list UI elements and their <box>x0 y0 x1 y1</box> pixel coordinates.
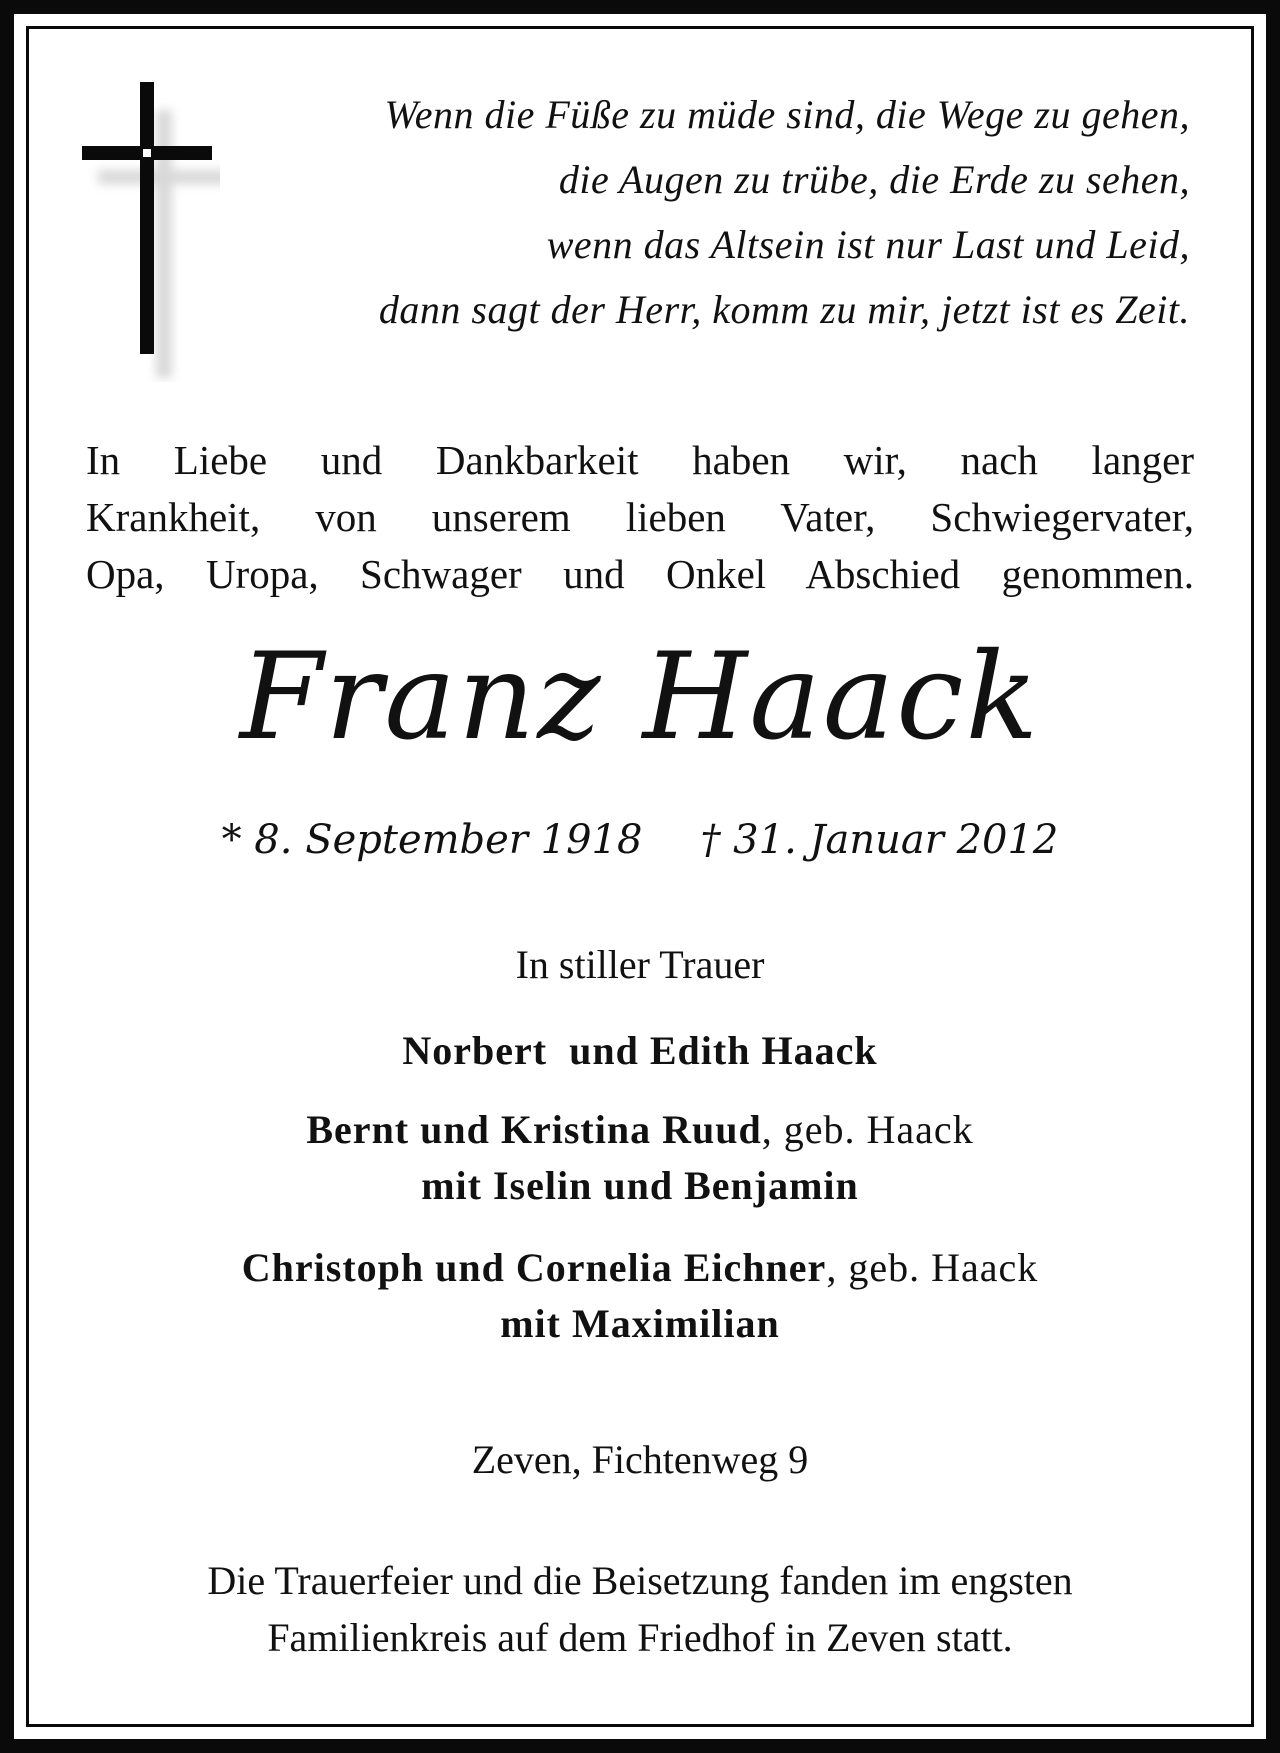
family-names: Bernt und Kristina Ruud <box>306 1107 762 1152</box>
family-names: Norbert und Edith Haack <box>402 1028 878 1073</box>
family-entry <box>0 1102 1280 1214</box>
poem-line: wenn das Altsein ist nur Last und Leid, <box>546 222 1190 267</box>
intro-line: In Liebe und Dankbarkeit haben wir, nach langer <box>86 437 1194 483</box>
family-names: Christoph und Cornelia Eichner <box>241 1245 827 1290</box>
life-dates <box>0 812 1280 868</box>
closing-line: Familienkreis auf dem Friedhof in Zeven statt. <box>267 1615 1013 1660</box>
poem-line: die Augen zu trübe, die Erde zu sehen, <box>558 157 1190 202</box>
intro-paragraph <box>86 432 1194 603</box>
closing-note <box>0 1552 1280 1666</box>
poem-line: Wenn die Füße zu müde sind, die Wege zu gehen, <box>384 92 1190 137</box>
mourning-line: In stiller Trauer <box>515 942 765 987</box>
intro-line: Opa, Uropa, Schwager und Onkel Abschied genommen. <box>86 551 1194 597</box>
family-entry <box>0 1023 1280 1079</box>
intro-line: Krankheit, von unserem lieben Vater, Schwiegervater, <box>86 494 1194 540</box>
cross-icon <box>80 82 220 382</box>
family-entry <box>0 1240 1280 1352</box>
closing-line: Die Trauerfeier und die Beisetzung fanden im engsten <box>207 1558 1073 1603</box>
death-date: † 31. Januar 2012 <box>700 817 1059 863</box>
address: Zeven, Fichtenweg 9 <box>471 1437 809 1482</box>
family-maiden-name: , geb. Haack <box>761 1107 974 1152</box>
family-children: mit Iselin und Benjamin <box>421 1163 859 1208</box>
birth-date: * 8. September 1918 <box>221 817 643 863</box>
family-maiden-name: , geb. Haack <box>826 1245 1039 1290</box>
poem-line: dann sagt der Herr, komm zu mir, jetzt ist es Zeit. <box>378 287 1190 332</box>
poem <box>200 82 1190 342</box>
deceased-name: Franz Haack <box>239 628 1041 767</box>
family-children: mit Maximilian <box>500 1301 780 1346</box>
